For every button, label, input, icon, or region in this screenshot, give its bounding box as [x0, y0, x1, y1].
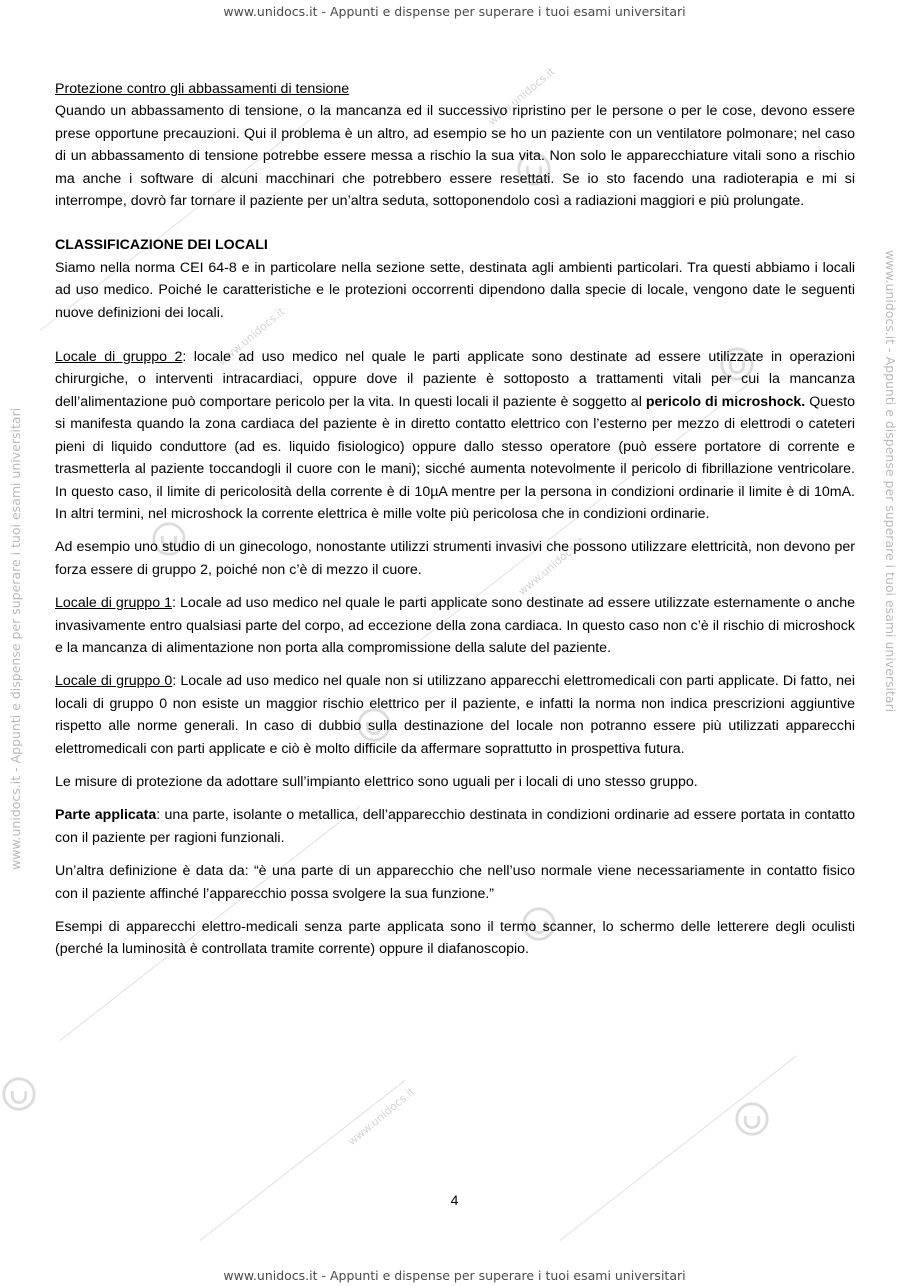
watermark-stroke [200, 1080, 405, 1241]
section-protection [55, 78, 855, 212]
watermark-diagonal: www.unidocs.it [515, 534, 588, 599]
spacer [55, 324, 855, 346]
section-heading: Protezione contro gli abbassamenti di tensione [55, 81, 350, 97]
term-group-2: Locale di gruppo 2 [55, 349, 183, 366]
term-group-1: Locale di gruppo 1 [55, 595, 173, 612]
spacer [55, 212, 855, 234]
watermark-diagonal: www.unidocs.it [485, 64, 558, 129]
paragraph-text: : Locale ad uso medico nel quale le parti applicate sono destinate ad essere utilizzate esternamente o anche invasivamente entro qualsiasi parte del corpo, ad eccezione della zona cardiaca. In questo caso non c’è il rischio di microshock e la mancanza di alimentazione non porta alla compromissione della salute del paziente. [55, 595, 855, 656]
watermark-diagonal: www.unidocs.it [215, 304, 288, 369]
paragraph-text: Siamo nella norma CEI 64-8 e in particolare nella sezione sette, destinata agli ambienti particolari. Tra questi abbiamo i locali ad uso medico. Poiché le caratteristiche e le protezioni occorrenti dipendono dalla specie di locale, vengono date le seguenti nuove definizioni dei locali. [55, 259, 855, 321]
paragraph-group-1 [55, 592, 855, 659]
watermark-logo-icon [733, 1100, 771, 1138]
paragraph-device-examples: Esempi di apparecchi elettro-medicali senza parte applicata sono il termo scanner, lo schermo delle letterere degli oculisti (perché la luminosità è controllata tramite corrente) oppure il diafanoscopio. [55, 919, 855, 958]
paragraph-text: Quando un abbassamento di tensione, o la mancanza ed il successivo ripristino per le persone o per le cose, devono essere prese opportune precauzioni. Qui il problema è un altro, ad esempio se ho un paziente con un ventilatore polmonare; nel caso di un abbassamento di tensione potrebbe essere messa a rischio la sua vita. Non solo le apparecchiature vitali sono a rischio ma anche i software di alcuni macchinari che potrebbero essere resettati. Se io sto facendo una radioterapia e mi si interrompe, dovrò far tornare il paziente per un’altra seduta, sottoponendolo così a radiazioni maggiori e più prolungate. [55, 103, 855, 210]
section-classification [55, 234, 855, 324]
watermark-footer: www.unidocs.it - Appunti e dispense per superare i tuoi esami universitari [223, 1268, 686, 1283]
watermark-logo-icon [0, 1075, 38, 1113]
document-body [55, 78, 855, 972]
watermark-diagonal: www.unidocs.it [345, 1084, 418, 1149]
paragraph-group-0 [55, 670, 855, 760]
paragraph-measures: Le misure di protezione da adottare sull’impianto elettrico sono uguali per i locali di uno stesso gruppo. [55, 773, 698, 790]
page-number: 4 [450, 1192, 459, 1208]
paragraph-text: : locale ad uso medico nel quale le parti applicate sono destinate ad essere utilizzate in operazioni chirurgiche, o interventi intracardiaci, oppure dove il paziente è sottoposto a trattamenti vitali per cui la mancanza dell’alimentazione può comportare pericolo per la vita. In questi locali il paziente è soggetto al [55, 349, 855, 410]
term-applied-part: Parte applicata [55, 807, 157, 824]
paragraph-applied-part [55, 804, 855, 849]
paragraph-example: Ad esempio uno studio di un ginecologo, nonostante utilizzi strumenti invasivi che possono utilizzare elettricità, non devono per forza essere di gruppo 2, poiché non c’è di mezzo il cuore. [55, 539, 855, 578]
section-heading: CLASSIFICAZIONE DEI LOCALI [55, 237, 268, 254]
paragraph-text: : Locale ad uso medico nel quale non si utilizzano apparecchi elettromedicali con parti applicate. Di fatto, nei locali di gruppo 0 non esiste un maggior rischio elettrico per il paziente, e infatti la norma non indica prescrizioni aggiuntive rispetto alle norme generali. In caso di dubbio sulla destinazione del locale non potranno essere più utilizzati apparecchi elettromedicali con parti applicate e ciò è molto difficile da affermare soprattutto in prospettiva futura. [55, 673, 855, 757]
paragraph-another-definition: Un’altra definizione è data da: “è una parte di un apparecchio che nell’uso normale viene necessariamente in contatto fisico con il paziente affinché l’apparecchio possa svolgere la sua funzione.” [55, 863, 855, 902]
paragraph-text: : una parte, isolante o metallica, dell’apparecchio destinata in condizioni ordinarie ad essere portata in contatto con il paziente per ragioni funzionali. [55, 807, 855, 846]
paragraph-text: Questo si manifesta quando la zona cardiaca del paziente è in diretto contatto elettrico con l’esterno per mezzo di elettrodi o cateteri pieni di liquido conduttore (ad es. liquido fisiologico) oppure dallo stesso operatore (può essere portatore di corrente e trasmetterla al paziente toccandogli il cuore con le mani); sicché aumenta notevolmente il pericolo di fibrillazione ventricolare. In questo caso, il limite di pericolosità della corrente è di 10µA mentre per la persona in condizioni ordinarie il limite è di 10mA. In altri termini, nel microshock la corrente elettrica è mille volte più pericolosa che in condizioni ordinarie. [55, 393, 855, 522]
term-group-0: Locale di gruppo 0 [55, 673, 173, 690]
paragraph-group-2 [55, 346, 855, 525]
term-microshock: pericolo di microshock. [645, 393, 806, 410]
watermark-stroke [560, 1055, 797, 1240]
watermark-side-right: www.unidocs.it - Appunti e dispense per superare i tuoi esami universitari [883, 250, 898, 713]
watermark-side-left: www.unidocs.it - Appunti e dispense per superare i tuoi esami universitari [8, 407, 23, 870]
watermark-header: www.unidocs.it - Appunti e dispense per superare i tuoi esami universitari [223, 4, 686, 19]
